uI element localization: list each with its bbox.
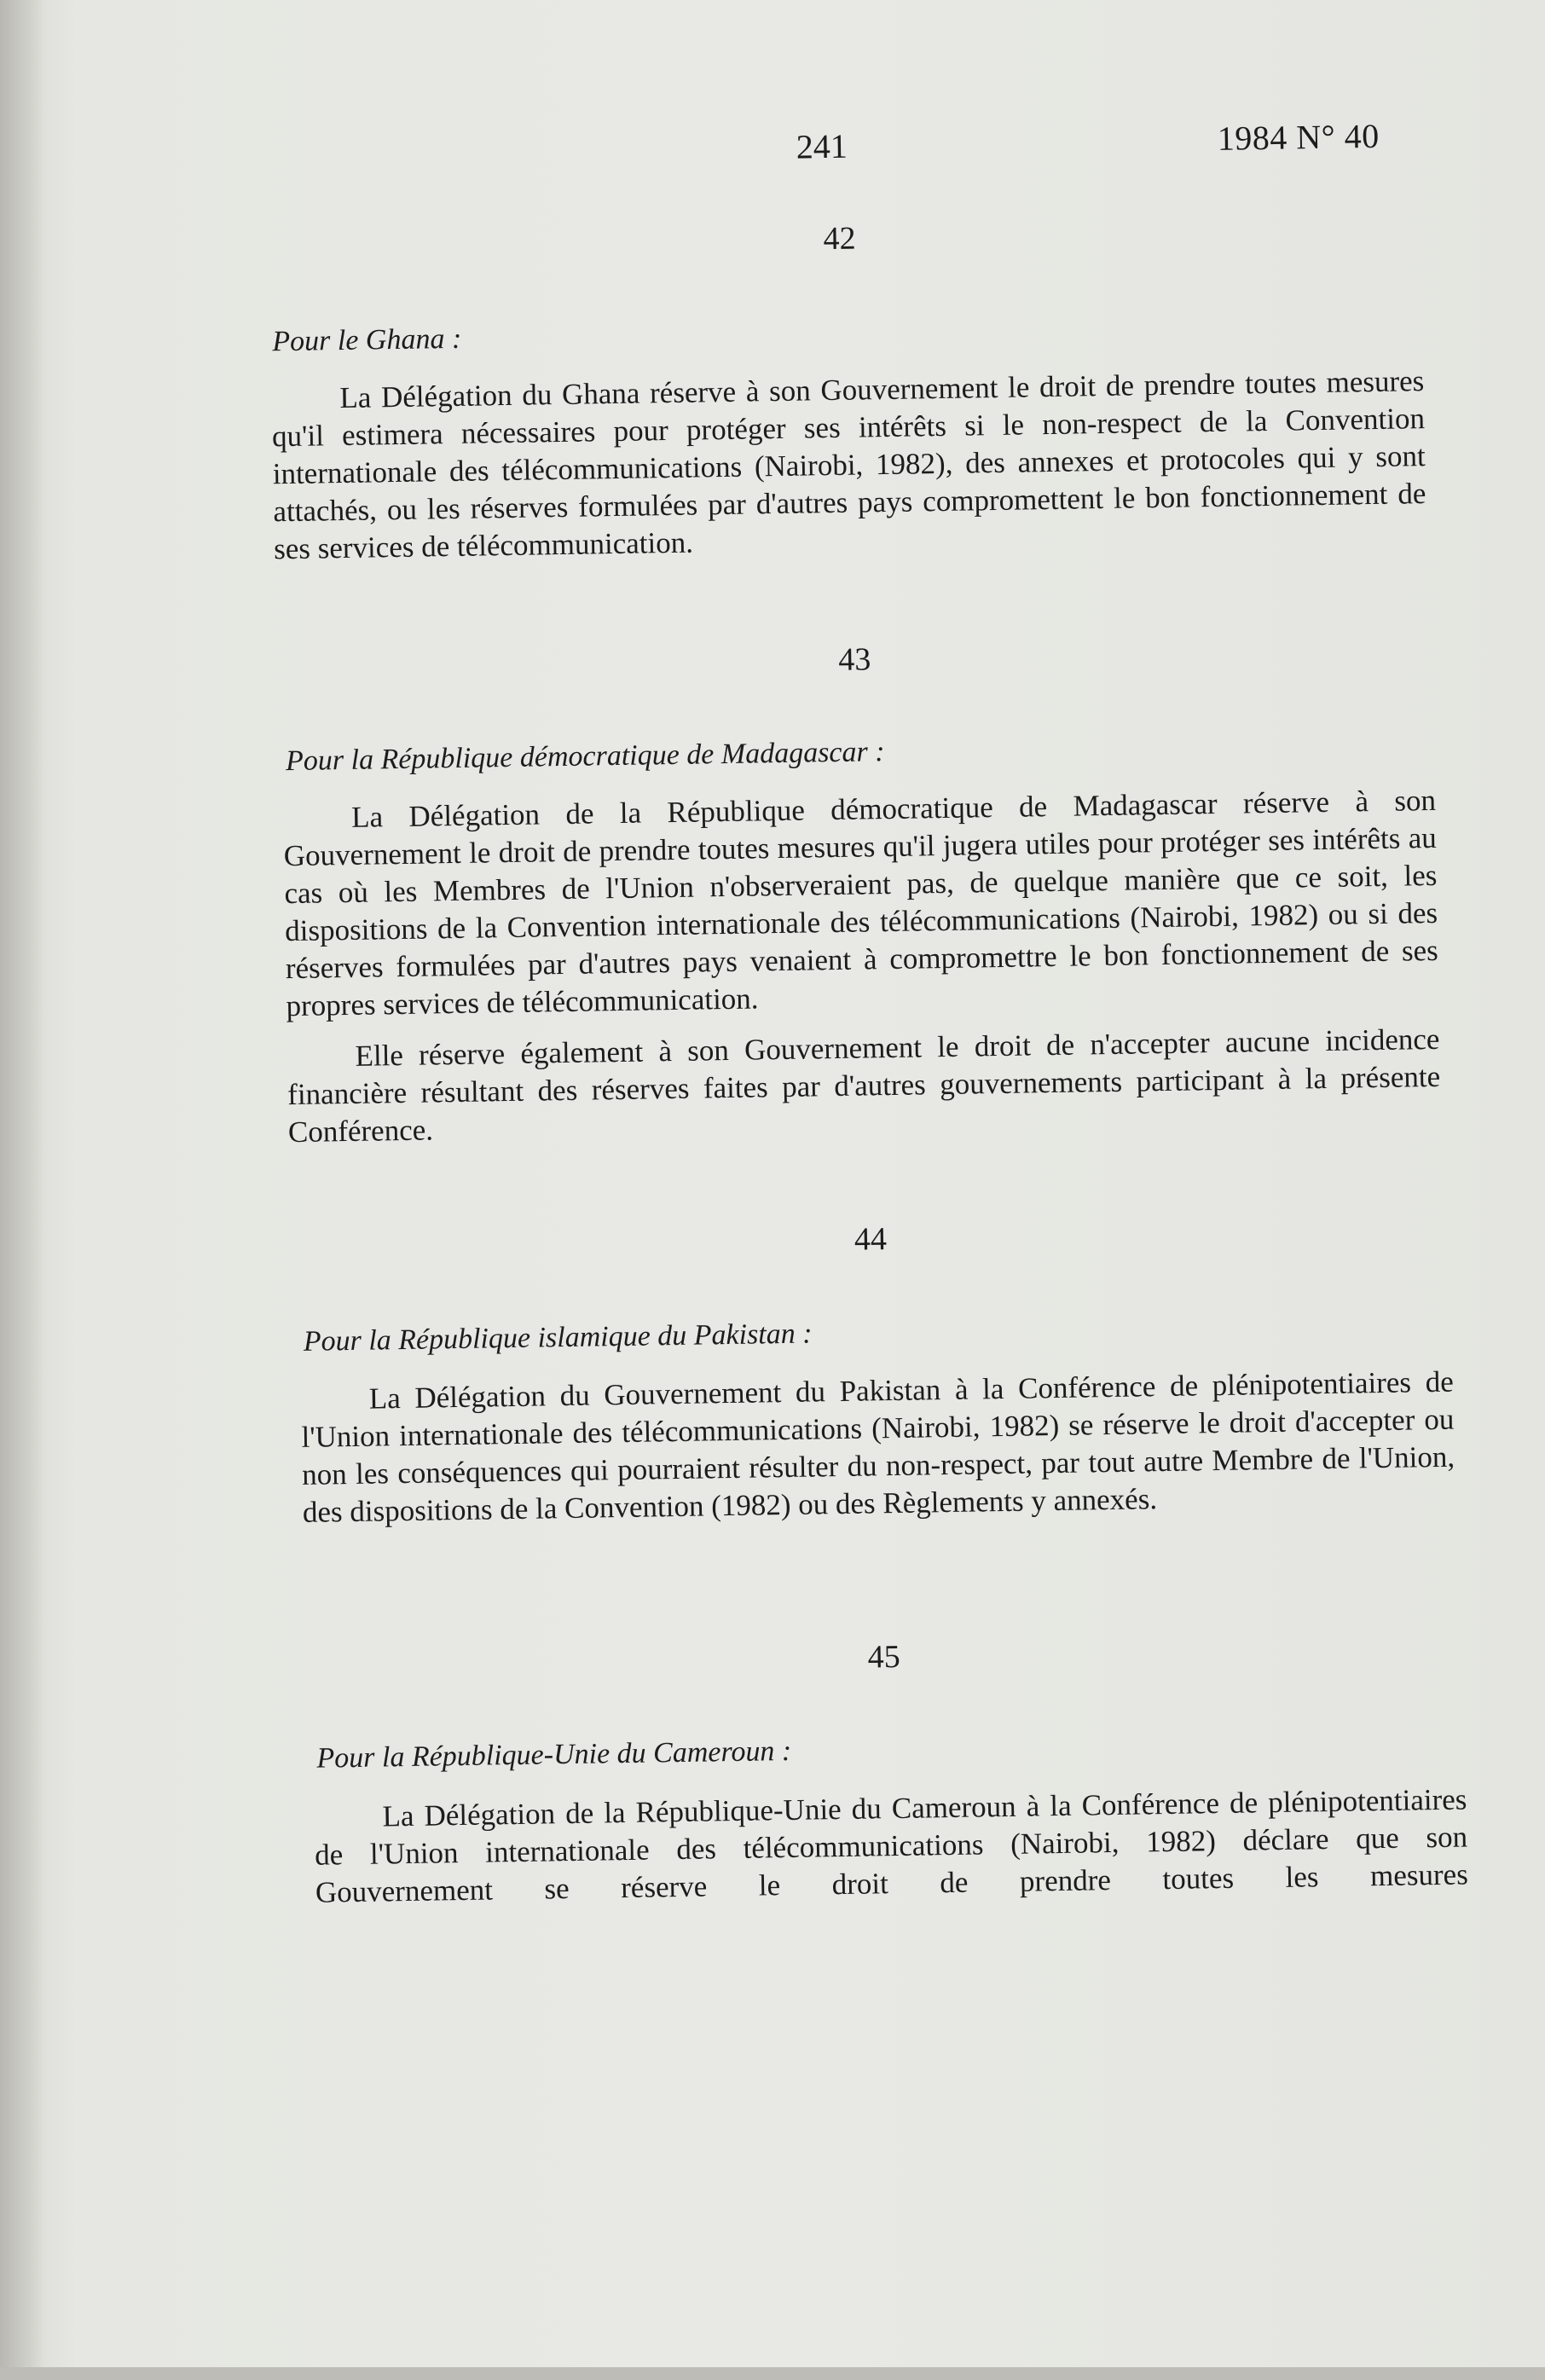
- section-heading: Pour la République-Unie du Cameroun :: [316, 1734, 792, 1775]
- section-heading: Pour la République islamique du Pakistan :: [303, 1317, 813, 1358]
- section-number: 43: [837, 641, 871, 678]
- section-heading: Pour le Ghana :: [272, 322, 462, 358]
- section-paragraph: La Délégation de la République démocratique de Madagascar réserve à son Gouvernement le droit de prendre toutes mesures qu'il jugera utiles pour protéger ses intérêts au cas où les Membres de l'Union n'observeraient pas, de quelque manière que ce soit, les dispositions de la Convention internationale des télécommunications (Nairobi, 1982) ou si des réserves formulées par d'autres pays venaient à compromettre le bon fonctionnement de ses propres services de télécommunication.: [283, 783, 1439, 1023]
- issue-number: 1984 N° 40: [1217, 116, 1380, 158]
- page-number: 241: [796, 126, 848, 166]
- section-paragraph: Elle réserve également à son Gouvernement le droit de n'accepter aucune incidence financière résultant des réserves faites par d'autres gouvernements participant à la présente Conférence.: [286, 1022, 1441, 1149]
- section-number: 45: [867, 1638, 901, 1676]
- section-number: 44: [854, 1221, 888, 1258]
- section-heading: Pour la République démocratique de Madagascar :: [285, 736, 885, 778]
- section-paragraph: La Délégation du Gouvernement du Pakistan à la Conférence de plénipotentiaires de l'Union internationale des télécommunications (Nairobi, 1982) se réserve le droit d'accepter ou non les conséquences qui pourraient résulter du non-respect, par tout autre Membre de l'Union, des dispositions de la Convention (1982) ou des Règlements y annexés.: [301, 1364, 1455, 1529]
- section-paragraph: La Délégation de la République-Unie du Cameroun à la Conférence de plénipotentiaires de l'Union internationale des télécommunications (Nairobi, 1982) déclare que son Gouvernement se réserve le droit de prendre toutes les mesures: [314, 1782, 1469, 1909]
- section-paragraph: La Délégation du Ghana réserve à son Gouvernement le droit de prendre toutes mesures qu'il estimera nécessaires pour protéger ses intérêts si le non-respect de la Convention internationale des télécommunications (Nairobi, 1982), des annexes et protocoles qui y sont attachés, ou les réserves formulées par d'autres pays compromettent le bon fonctionnement de ses services de télécommunication.: [271, 364, 1426, 566]
- section-number: 42: [823, 220, 856, 258]
